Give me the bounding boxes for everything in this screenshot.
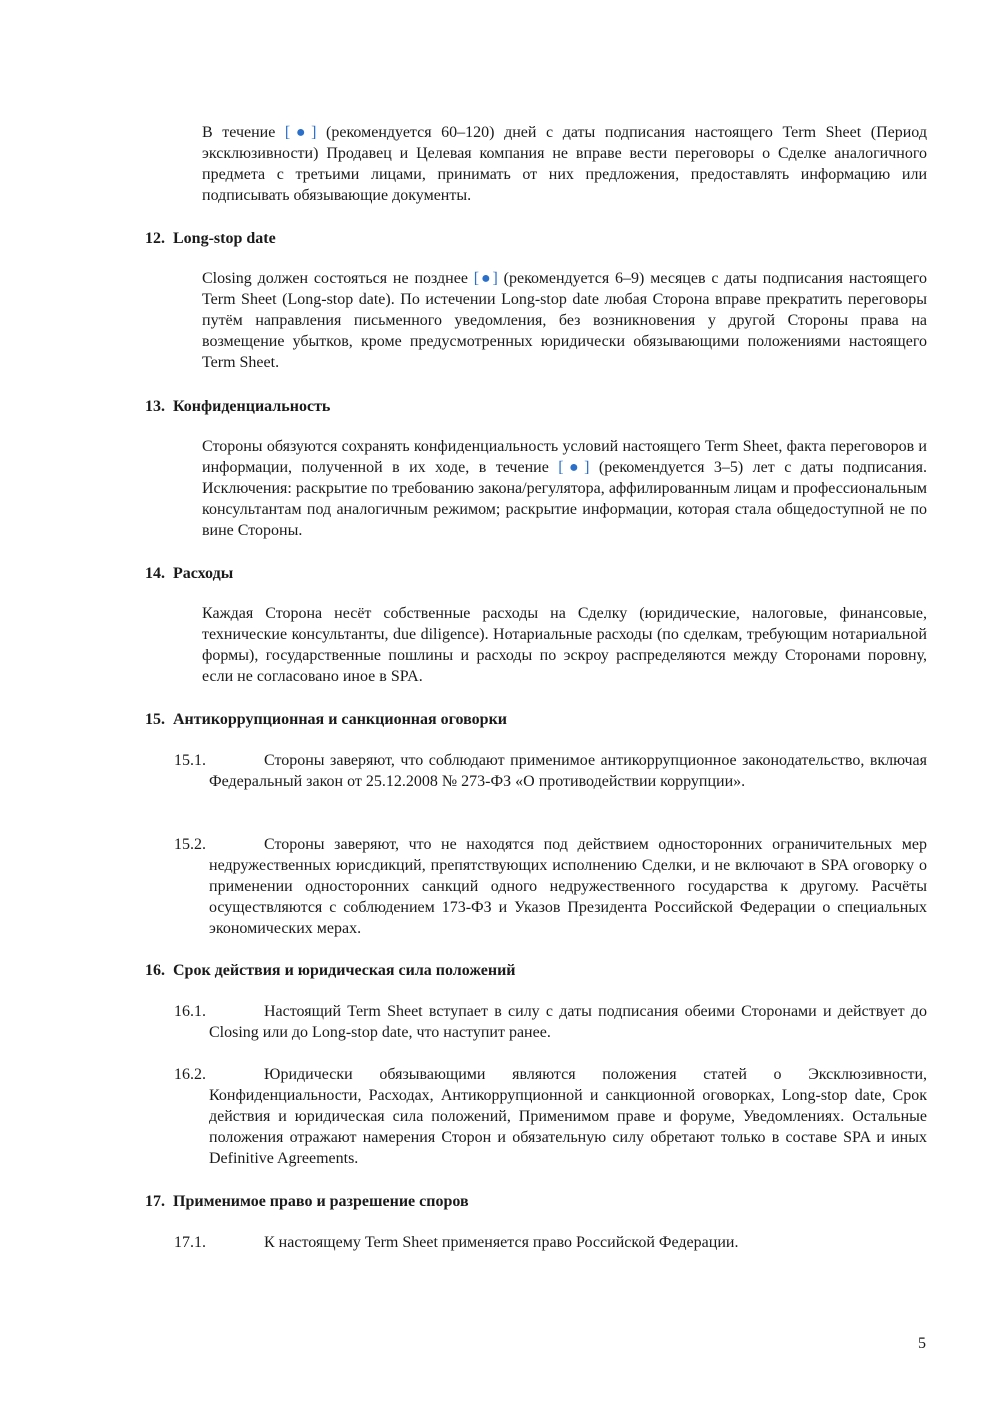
section-number: 12. (145, 230, 165, 247)
section-title: Расходы (173, 565, 234, 582)
section-title: Антикоррупционная и санкционная оговорки (173, 711, 508, 728)
clause-15-1 (174, 750, 927, 792)
text-fragment: (рекомендуется 3–5) лет с даты подписания. Исключения: раскрытие по требованию закона/регулятора, аффилированным лицам и профессиональным консультантам под аналогичным режимом; раскрытие информации, которая стала общедоступной не по вине Стороны. (202, 459, 928, 539)
section-number: 16. (145, 962, 165, 979)
section-title: Конфиденциальность (173, 398, 331, 415)
clause-number: 16.1. (174, 1003, 206, 1020)
section-heading-13 (145, 396, 330, 417)
section-number: 13. (145, 398, 165, 415)
clause-16-1 (174, 1001, 927, 1043)
section-heading-17 (145, 1191, 469, 1212)
section-heading-16 (145, 960, 516, 981)
clause-number: 15.1. (174, 752, 206, 769)
section-heading-14 (145, 563, 233, 584)
confidentiality-paragraph (202, 436, 927, 541)
text-fragment: Closing должен состояться не позднее (202, 270, 474, 287)
section-number: 17. (145, 1193, 165, 1210)
expenses-paragraph: Каждая Сторона несёт собственные расходы на Сделку (юридические, налоговые, финансовые, технические консультанты, due diligence). Нотариальные расходы (по сделкам, требующим нотариальной формы), государственные пошлины и расходы по эскроу распределяются между Сторонами поровну, если не согласовано иное в SPA. (202, 605, 927, 685)
section-heading-15 (145, 709, 507, 730)
section-title: Long-stop date (173, 230, 276, 247)
text-fragment: В течение (202, 124, 285, 141)
clause-text: К настоящему Term Sheet применяется право Российской Федерации. (264, 1234, 739, 1251)
page-number: 5 (918, 1335, 926, 1352)
clause-number: 16.2. (174, 1066, 206, 1083)
section-title: Срок действия и юридическая сила положений (173, 962, 516, 979)
placeholder-mark: [●] (473, 270, 498, 287)
clause-number: 15.2. (174, 836, 206, 853)
longstop-paragraph (202, 268, 927, 373)
section-number: 14. (145, 565, 165, 582)
clause-15-2 (174, 834, 927, 939)
clause-16-2 (174, 1064, 927, 1169)
section-title: Применимое право и разрешение споров (173, 1193, 469, 1210)
clause-number: 17.1. (174, 1234, 206, 1251)
clause-text: Настоящий Term Sheet вступает в силу с даты подписания обеими Сторонами и действует до Closing или до Long-stop date, что наступит ранее. (209, 1003, 927, 1041)
placeholder-mark: [●] (284, 124, 317, 141)
clause-text: Стороны заверяют, что не находятся под действием односторонних ограничительных мер недружественных юрисдикций, препятствующих исполнению Сделки, и не включают в SPA оговорку о применении односторонних санкций одного недружественного государства к другому. Расчёты осуществляются с соблюдением 173-ФЗ и Указов Президента Российской Федерации о специальных экономических мерах. (209, 836, 927, 937)
text-fragment: (рекомендуется 60–120) дней с даты подписания настоящего Term Sheet (Период эксклюзивности) Продавец и Целевая компания не вправе вести переговоры о Сделке аналогичного предмета с третьими лицами, принимать от них предложения, предоставлять информацию или подписывать обязывающие документы. (202, 124, 927, 204)
section-heading-12 (145, 228, 276, 249)
clause-text: Юридически обязывающими являются положения статей о Эксклюзивности, Конфиденциальности, Расходах, Антикоррупционной и санкционной оговорках, Long-stop date, Срок действия и юридическая сила положений, Применимом праве и форуме, Уведомлениях. Остальные положения отражают намерения Сторон и обязательную силу обретают только в составе SPA и иных Definitive Agreements. (209, 1066, 927, 1167)
exclusivity-paragraph (202, 122, 927, 206)
clause-text: Стороны заверяют, что соблюдают применимое антикоррупционное законодательство, включая Федеральный закон от 25.12.2008 № 273-ФЗ «О противодействии коррупции». (209, 752, 927, 790)
placeholder-mark: [●] (558, 459, 590, 476)
section-number: 15. (145, 711, 165, 728)
text-fragment: Стороны обязуются сохранять конфиденциальность условий настоящего Term Sheet, факта переговоров и информации, полученной в их ходе, в течение (202, 438, 927, 476)
text-fragment: (рекомендуется 6–9) месяцев с даты подписания настоящего Term Sheet (Long-stop date). По истечении Long-stop date любая Сторона вправе прекратить переговоры путём направления письменного уведомления, без возникновения у другой Стороны права на возмещение убытков, кроме предусмотренных юридически обязывающими положениями настоящего Term Sheet. (202, 270, 927, 371)
clause-17-1 (174, 1232, 927, 1253)
